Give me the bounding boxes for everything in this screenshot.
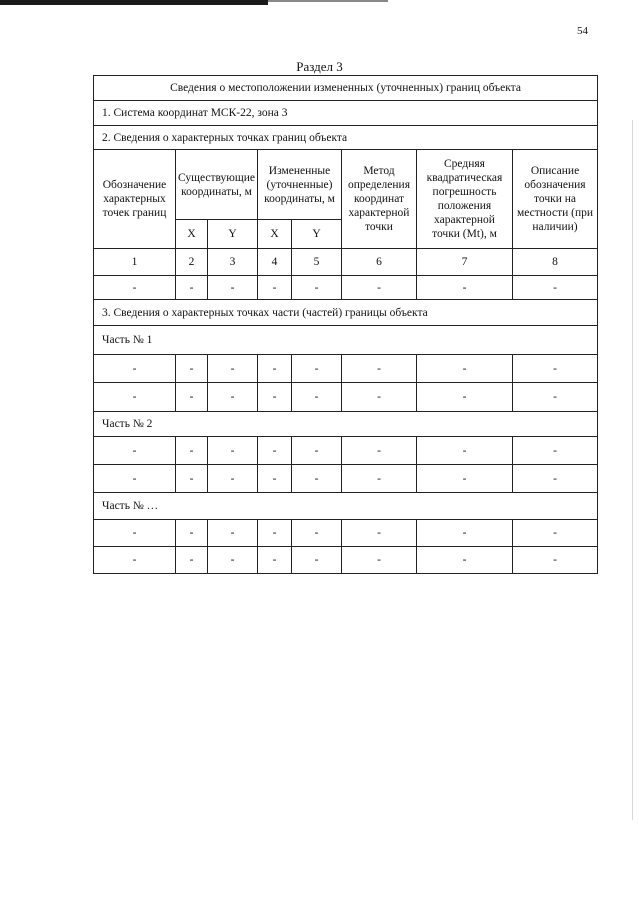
col-number: 4 (258, 249, 292, 276)
dash-cell: - (342, 355, 417, 383)
dash-cell: - (258, 355, 292, 383)
coordinate-system-row: 1. Система координат МСК-22, зона 3 (94, 101, 598, 126)
dash-cell: - (258, 276, 292, 300)
dash-cell: - (513, 355, 598, 383)
dash-cell: - (292, 520, 342, 547)
dash-cell: - (342, 465, 417, 493)
dash-cell: - (208, 437, 258, 465)
dash-cell: - (208, 547, 258, 574)
dash-cell: - (342, 547, 417, 574)
col-number: 3 (208, 249, 258, 276)
dash-cell: - (513, 465, 598, 493)
dash-cell: - (94, 437, 176, 465)
part-label: Часть № … (94, 493, 598, 520)
part-label: Часть № 1 (94, 326, 598, 355)
dash-cell: - (208, 520, 258, 547)
scan-edge-mark-thin (268, 0, 388, 2)
dash-cell: - (94, 355, 176, 383)
dash-cell: - (292, 465, 342, 493)
dash-cell: - (208, 355, 258, 383)
subheader-y-existing: Y (208, 220, 258, 249)
table-title: Сведения о местоположении измененных (уточненных) границ объекта (94, 76, 598, 101)
dash-cell: - (513, 383, 598, 412)
dash-cell: - (292, 437, 342, 465)
dash-cell: - (292, 383, 342, 412)
header-point-designation: Обозначение характерных точек границ (94, 150, 176, 249)
section-title: Раздел 3 (296, 59, 343, 74)
dash-cell: - (342, 520, 417, 547)
dash-cell: - (176, 547, 208, 574)
col-number: 1 (94, 249, 176, 276)
dash-cell: - (176, 465, 208, 493)
dash-cell: - (513, 520, 598, 547)
part-label: Часть № 2 (94, 412, 598, 437)
dash-cell: - (176, 383, 208, 412)
dash-cell: - (208, 276, 258, 300)
dash-cell: - (258, 465, 292, 493)
col-number: 5 (292, 249, 342, 276)
dash-cell: - (513, 276, 598, 300)
dash-cell: - (258, 437, 292, 465)
header-method: Метод определения координат характерной точки (342, 150, 417, 249)
dash-cell: - (258, 520, 292, 547)
dash-cell: - (342, 276, 417, 300)
dash-cell: - (513, 547, 598, 574)
dash-cell: - (94, 520, 176, 547)
dash-cell: - (513, 437, 598, 465)
header-changed-coordinates: Измененные (уточненные) координаты, м (258, 150, 342, 220)
dash-cell: - (417, 355, 513, 383)
dash-cell: - (292, 276, 342, 300)
dash-cell: - (208, 465, 258, 493)
header-description: Описание обозначения точки на местности (при наличии) (513, 150, 598, 249)
subheader-y-changed: Y (292, 220, 342, 249)
dash-cell: - (176, 355, 208, 383)
header-existing-coordinates: Существующие координаты, м (176, 150, 258, 220)
dash-cell: - (417, 276, 513, 300)
boundary-table (93, 75, 598, 574)
dash-cell: - (258, 383, 292, 412)
dash-cell: - (417, 520, 513, 547)
dash-cell: - (417, 437, 513, 465)
col-number: 2 (176, 249, 208, 276)
dash-cell: - (94, 465, 176, 493)
dash-cell: - (417, 383, 513, 412)
dash-cell: - (176, 276, 208, 300)
dash-cell: - (342, 437, 417, 465)
dash-cell: - (94, 547, 176, 574)
scan-edge-mark (0, 0, 268, 5)
subheader-x-changed: X (258, 220, 292, 249)
col-number: 7 (417, 249, 513, 276)
col-number: 6 (342, 249, 417, 276)
scan-margin-line (632, 120, 633, 820)
page-number: 54 (577, 25, 588, 37)
part-points-row: 3. Сведения о характерных точках части (частей) границы объекта (94, 300, 598, 326)
dash-cell: - (417, 465, 513, 493)
header-error: Средняя квадратическая погрешность положения характерной точки (Mt), м (417, 150, 513, 249)
dash-cell: - (292, 547, 342, 574)
dash-cell: - (258, 547, 292, 574)
dash-cell: - (208, 383, 258, 412)
subheader-x-existing: X (176, 220, 208, 249)
dash-cell: - (342, 383, 417, 412)
boundary-points-row: 2. Сведения о характерных точках границ объекта (94, 126, 598, 150)
dash-cell: - (417, 547, 513, 574)
dash-cell: - (176, 437, 208, 465)
col-number: 8 (513, 249, 598, 276)
dash-cell: - (176, 520, 208, 547)
dash-cell: - (292, 355, 342, 383)
dash-cell: - (94, 276, 176, 300)
dash-cell: - (94, 383, 176, 412)
